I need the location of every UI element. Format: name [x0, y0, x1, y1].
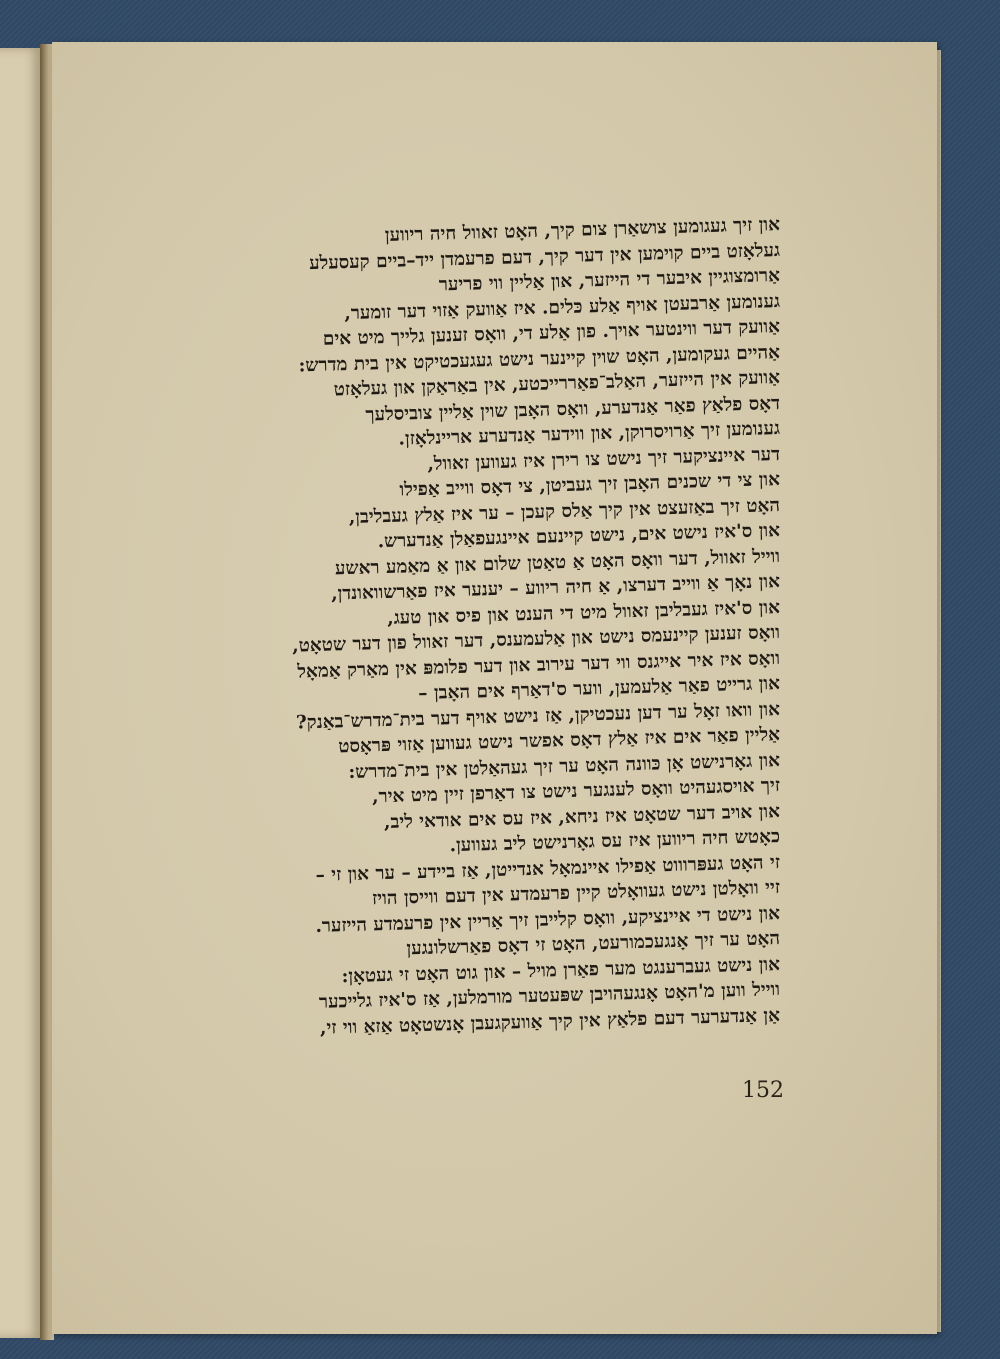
text-line: ווייל זאוול, דער וואָס האָט אַ טאַטן שלום און אַ מאַמע ראשע — [334, 545, 781, 579]
page-number: 152 — [742, 1078, 784, 1103]
text-line: אַהיים געקומען, האָט שוין קיינער נישט געגעכטיקט אין בית מדרש: — [298, 341, 781, 376]
text-line: געלאָזט ביים קוימען אין דער קיך, דעם פרעמדן ייד–ביים קעסעלע — [308, 239, 781, 274]
text-line: אַן אַנדערער דעם פלאַץ אין קיך אַוועקגעבן אָנשטאָט אַזאַ ווי זי, — [319, 1004, 781, 1039]
page-text — [232, 212, 781, 1039]
text-line: און נישט די איינציקע, וואָס קלייבן זיך אַריין אין פרעמדע הייזער. — [315, 902, 781, 937]
text-line: גענומען אַרבעטן אויף אַלע כּלים. איז אַוועק אַזוי דער זומער, — [344, 290, 781, 324]
text-line: זיי וואָלטן נישט געוואָלט קיין פרעמדע אין דעם ווייסן הויז — [371, 877, 781, 910]
text-line: און זיך געגומען צושאַרן צום קיך, האָט זאוול חיה ריווען — [384, 214, 781, 247]
text-line: און ס'איז געבליבן זאוול מיט די הענט און פיס און טעג, — [386, 596, 781, 629]
text-line: האָט זיך באַזעצט אין קיך אַלס קעכן – ער איז אַלץ געבליבן, — [348, 494, 781, 528]
text-line: און נאָך אַ ווייב דערצו, אַ חיה ריווע – יענער איז פאַרשוואונדן, — [330, 571, 781, 605]
text-line: און נישט געברענגט מער פאַרן מויל – און גוט האָט זי געטאָן: — [341, 953, 781, 987]
text-line: און ס'איז נישט אים, נישט קיינעם איינגעפאַלן אַנדערש. — [377, 520, 781, 553]
text-line: און וואו זאָל ער דען נעכטיקן, אַז נישט אויף דער בית־מדרש־באַנק? — [295, 698, 781, 734]
text-line: זיך אויסגעהיט וואָס לענגער נישט צו דאַרפן זיין מיט איר, — [371, 775, 781, 808]
text-line: דער איינציקער זיך נישט צו רירן איז געווען זאוול, — [427, 443, 781, 475]
text-line: כאָטש חיה ריווען איז עס גאָרנישט ליב געווען. — [449, 826, 781, 857]
text-line: וואָס איז איר אייגנס ווי דער עירוב און דער פלומפּ אין מאַרק אַמאָל — [297, 647, 781, 682]
text-line: אַרומצוגיין איבער די הייזער, און אַליין ווי פריער — [438, 265, 781, 296]
text-line: דאָס פלאַץ פאַר אַנדערע, וואָס האָבן שוין אַליין צוביסלעך — [365, 392, 781, 426]
text-line: זי האָט געפּרוווט אַפילו איינמאָל אנדייטן, אַז ביידע – ער און זי – — [315, 851, 781, 886]
text-line: און גרייט פאַר אַלעמען, ווער ס'דאַרף אים האָבן – — [417, 673, 781, 705]
text-line: האָט ער זיך אָנגעכמורעט, האָט זי דאָס פאַרשלונגען — [406, 928, 781, 960]
left-page-edge — [0, 48, 42, 1338]
text-line: גענומען זיך אַרויסרוקן, און ווידער אַנדערע אריינלאָזן. — [398, 418, 781, 450]
text-line: ווייל ווען מ'האָט אָנגעהויבן שפּעטער מורמלען, אַז ס'איז גלייכער — [318, 979, 781, 1013]
text-line: און צי די שכנים האָבן זיך געביטן, צי דאָס ווייב אַפילו — [399, 469, 781, 501]
text-line: און אויב דער שטאָט איז ניחא, איז עס אים אודאי ליב, — [383, 800, 781, 833]
text-line: אַוועק דער ווינטער אויך. פון אַלע די, וואָס זענען גלייך מיט אים — [322, 316, 781, 350]
text-line: וואָס זענען קיינעמס נישט און אַלעמענס, דער זאוול פון דער שטאָט, — [291, 622, 781, 657]
text-line: אַליין פאַר אים איז אַלץ דאָס אפשר נישט געווען אַזוי פּראָסט — [338, 724, 781, 758]
text-line: און גאָרנישט אָן כּוונה האָט ער זיך געהאַלטן אין בית־מדרש: — [348, 749, 781, 783]
text-line: אַוועק אין הייזער, האַלב־פאַררייכטע, אין באַראַקן און געלאָזט — [333, 367, 781, 401]
